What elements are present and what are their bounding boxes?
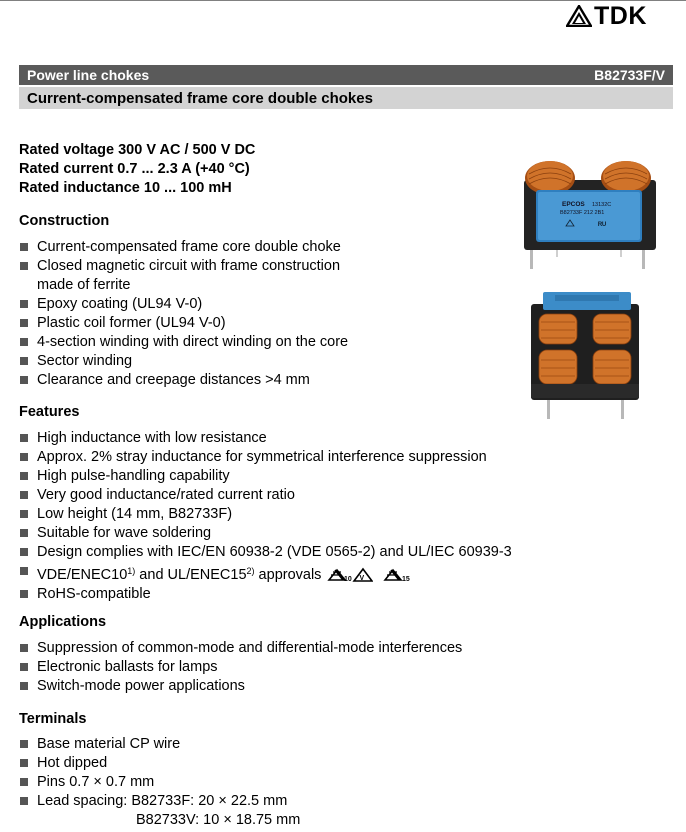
list-item: Clearance and creepage distances >4 mm [19,371,348,390]
list-item: Base material CP wire [19,735,300,754]
bullet-icon [20,319,28,327]
subtitle: Current-compensated frame core double chokes [27,89,373,107]
list-item: Approx. 2% stray inductance for symmetrical interference suppression [19,448,512,467]
rated-inductance: Rated inductance 10 ... 100 mH [19,180,232,196]
product-photo-b82733v [525,290,645,420]
bullet-icon [20,510,28,518]
svg-text:V: V [359,575,365,583]
list-item: RoHS-compatible [19,585,512,604]
list-item: Hot dipped [19,754,300,773]
list-item: Suppression of common-mode and differential-mode interferences [19,639,462,658]
rated-current: Rated current 0.7 ... 2.3 A (+40 °C) [19,161,250,177]
list-item: Plastic coil former (UL94 V-0) [19,314,348,333]
tdk-logo [566,1,647,30]
list-item: Switch-mode power applications [19,677,462,696]
svg-text:ᴿᵁ: ᴿᵁ [598,220,607,230]
applications-list [19,639,462,696]
list-item: Current-compensated frame core double choke [19,238,348,257]
construction-title: Construction [19,213,110,229]
list-item: Electronic ballasts for lamps [19,658,462,677]
bullet-icon [20,548,28,556]
bullet-icon [20,797,28,805]
construction-list [19,238,348,390]
features-title: Features [19,404,80,420]
bullet-icon [20,644,28,652]
bullet-icon [20,376,28,384]
svg-text:B82733F 212 2B1: B82733F 212 2B1 [560,210,605,216]
bullet-icon [20,338,28,346]
approval-marks [327,567,413,583]
bullet-icon [20,262,28,270]
svg-text:EPCOS: EPCOS [562,201,585,208]
bullet-icon [20,778,28,786]
terminals-list [19,735,300,830]
top-rule [0,0,686,1]
product-photo-b82733f [520,152,660,272]
svg-text:13132C: 13132C [592,202,612,208]
svg-text:15: 15 [402,576,411,584]
bullet-icon [20,663,28,671]
list-item: Pins 0.7 × 0.7 mm [19,773,300,792]
bullet-icon [20,740,28,748]
bullet-icon [20,453,28,461]
enec15-mark-icon [383,567,413,583]
list-item: Closed magnetic circuit with frame construction made of ferrite [19,257,348,295]
category-header [19,65,673,85]
bullet-icon [20,300,28,308]
bullet-icon [20,243,28,251]
bullet-icon [20,434,28,442]
bullet-icon [20,682,28,690]
rated-voltage: Rated voltage 300 V AC / 500 V DC [19,142,256,158]
list-item: High pulse-handling capability [19,467,512,486]
list-item: Suitable for wave soldering [19,524,512,543]
features-list [19,429,512,604]
bullet-icon [20,590,28,598]
category-title: Power line chokes [27,67,150,83]
bullet-icon [20,357,28,365]
list-item: Lead spacing: B82733F: 20 × 22.5 mm B82733V: 10 × 18.75 mm [19,792,300,830]
bullet-icon [20,472,28,480]
list-item: Low height (14 mm, B82733F) [19,505,512,524]
enec10-vde-mark-icon [327,567,373,583]
bullet-icon [20,759,28,767]
part-number: B82733F/V [594,67,665,83]
list-item: 4-section winding with direct winding on the core [19,333,348,352]
list-item: High inductance with low resistance [19,429,512,448]
bullet-icon [20,491,28,499]
bullet-icon [20,567,28,575]
list-item: Design complies with IEC/EN 60938-2 (VDE 0565-2) and UL/IEC 60939-3 [19,543,512,562]
list-item: Epoxy coating (UL94 V-0) [19,295,348,314]
list-item: VDE/ENEC10$^{1)}$ and UL/ENEC15$^{2)}$ approvals 10 V 15 [19,562,512,585]
list-item: Very good inductance/rated current ratio [19,486,512,505]
tdk-emblem-icon [566,5,592,27]
subtitle-header [19,87,673,109]
ratings-block [19,141,255,198]
svg-text:10: 10 [344,576,353,584]
logo-text: TDK [594,1,647,30]
bullet-icon [20,529,28,537]
list-item: Sector winding [19,352,348,371]
terminals-title: Terminals [19,711,87,727]
applications-title: Applications [19,614,107,630]
